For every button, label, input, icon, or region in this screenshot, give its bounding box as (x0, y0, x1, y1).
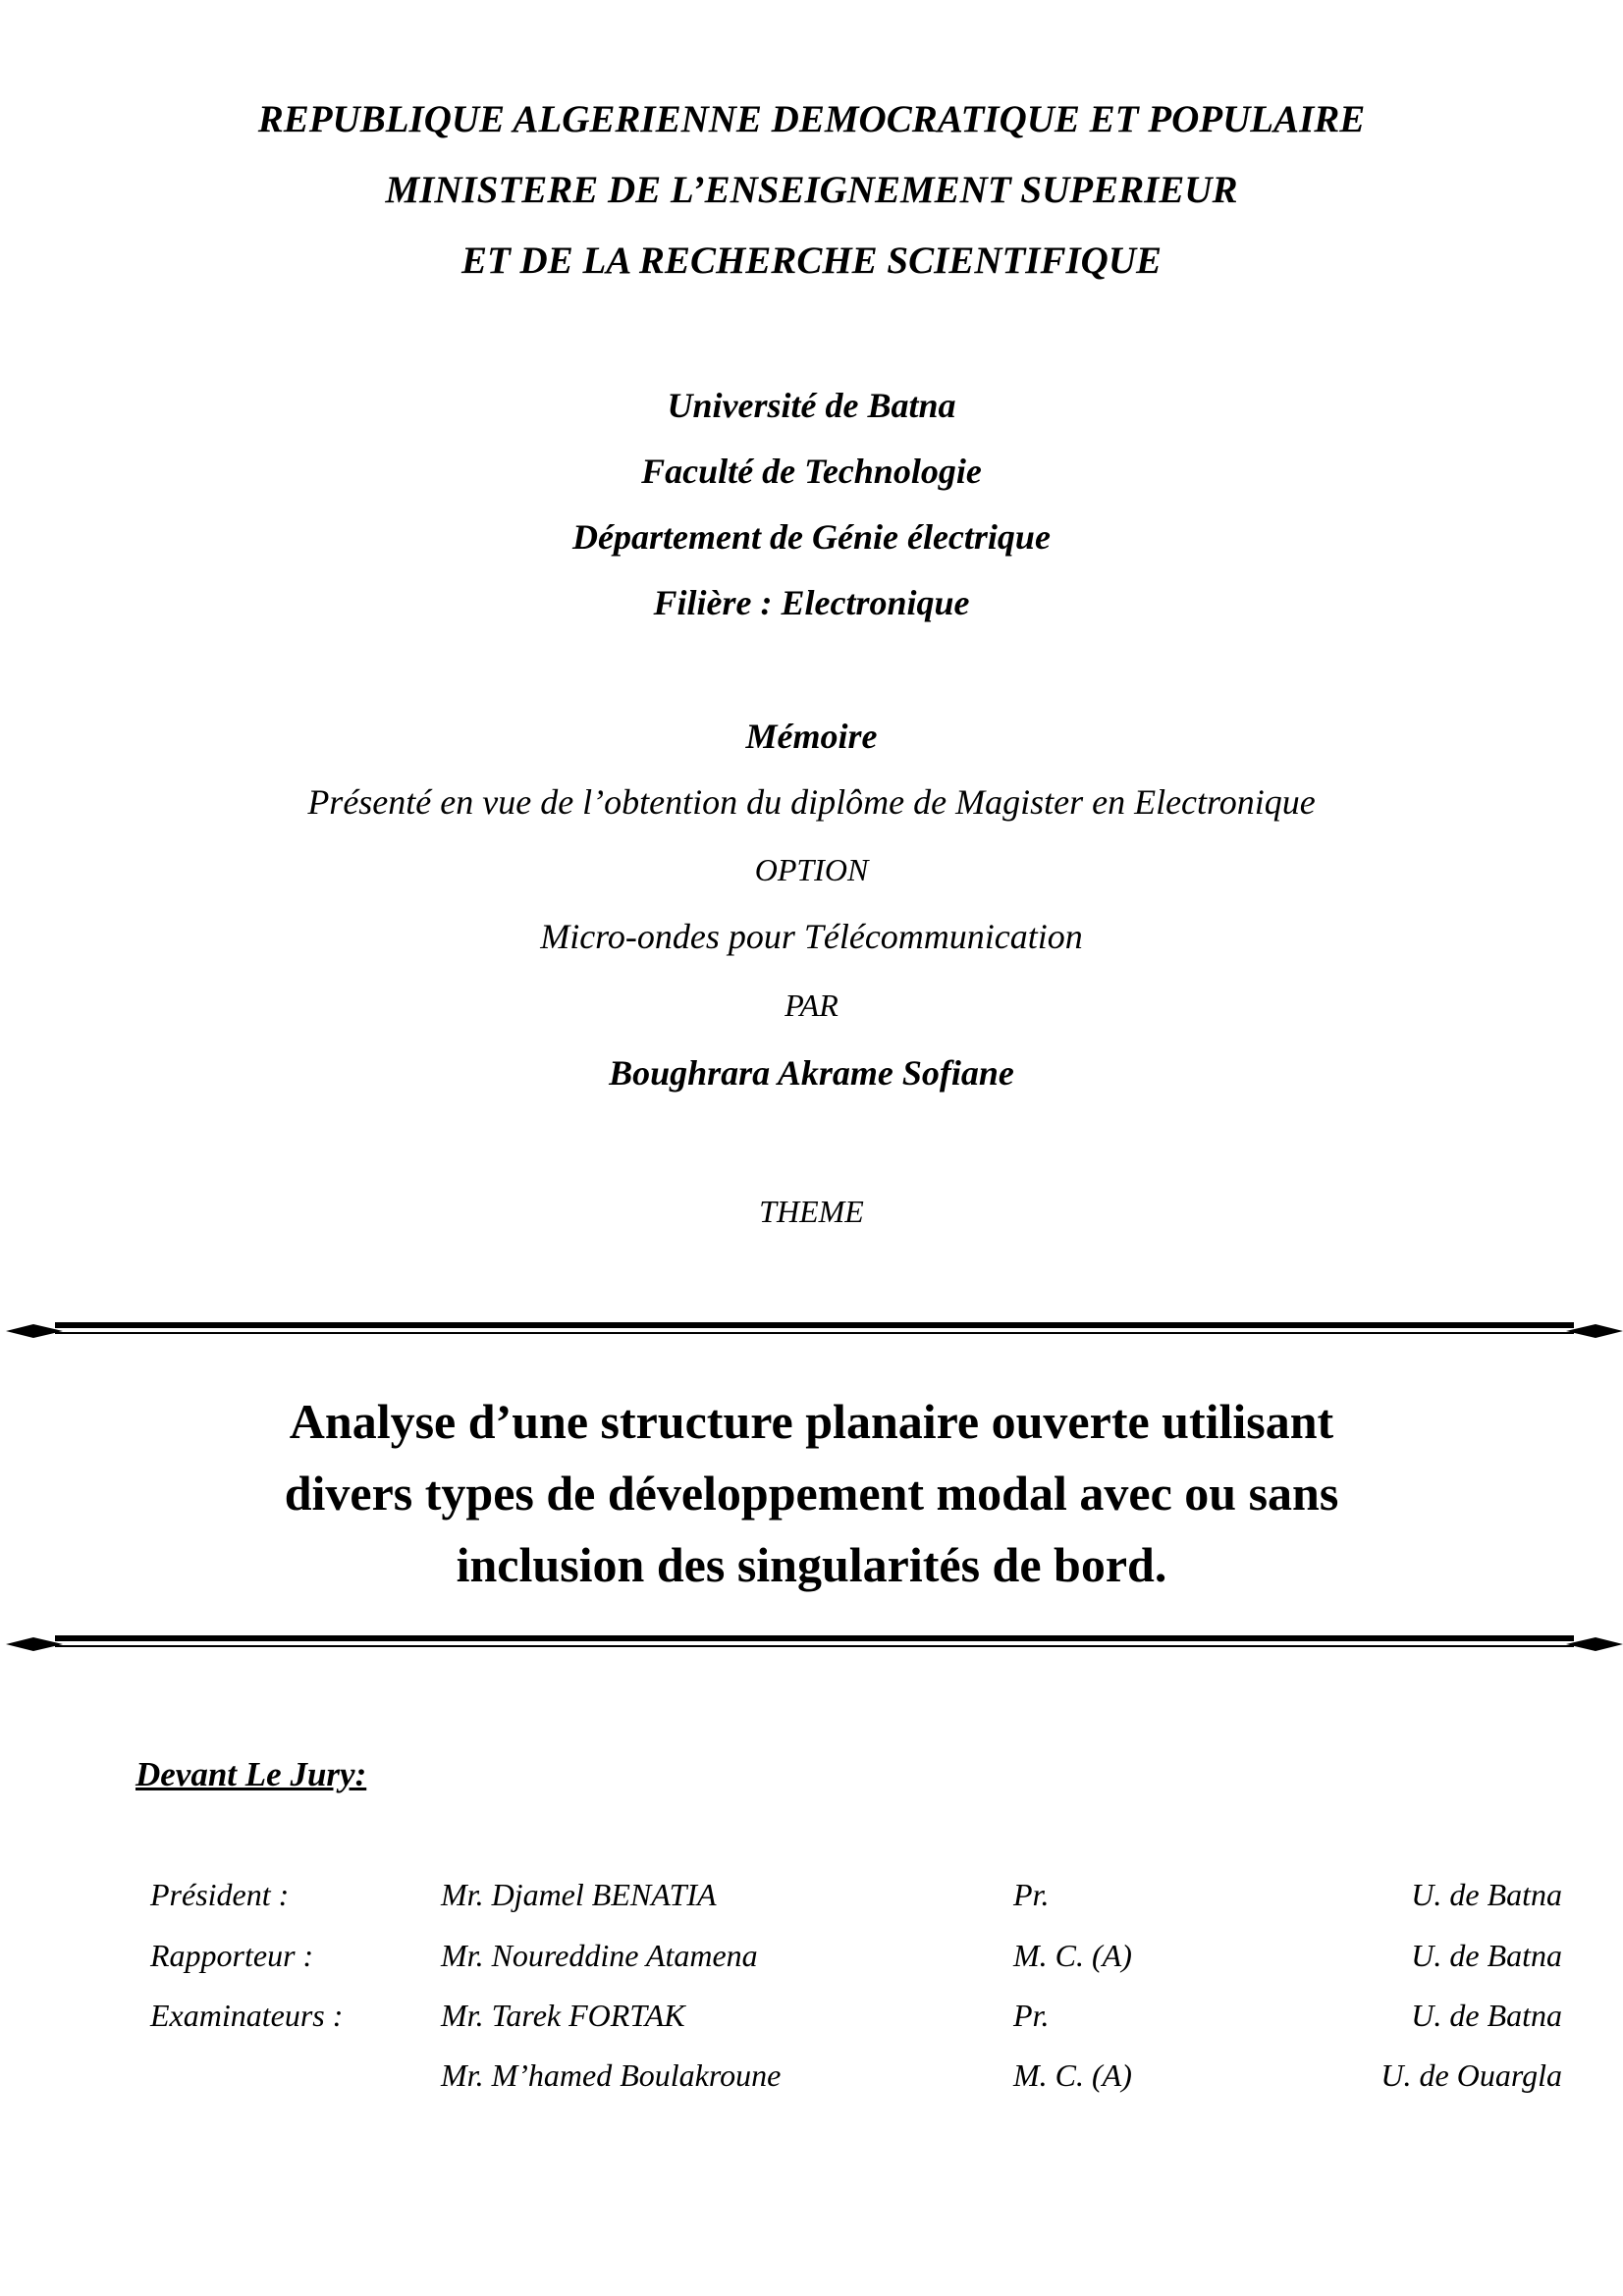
jury-member-name: Mr. Djamel BENATIA (441, 1877, 717, 1912)
option-value: Micro-ondes pour Télécommunication (540, 917, 1083, 956)
header-line-research: ET DE LA RECHERCHE SCIENTIFIQUE (460, 240, 1163, 282)
memoire-label: Mémoire (745, 717, 878, 756)
department-name: Département de Génie électrique (572, 517, 1051, 557)
jury-row (0, 1998, 1623, 2056)
jury-grade: M. C. (A) (1013, 2057, 1132, 2093)
jury-row (0, 1877, 1623, 1936)
bottom-decorative-rule (6, 1629, 1623, 1659)
field-name: Filière : Electronique (653, 583, 970, 622)
author-name: Boughrara Akrame Sofiane (609, 1053, 1014, 1093)
thesis-title-line-2: divers types de développement modal avec ou sans (284, 1466, 1339, 1521)
jury-member-name: Mr. M’hamed Boulakroune (441, 2057, 782, 2093)
jury-grade: Pr. (1013, 1877, 1050, 1912)
header-line-ministry: MINISTERE DE L’ENSEIGNEMENT SUPERIEUR (385, 169, 1238, 211)
jury-row (0, 2057, 1623, 2116)
par-label: PAR (784, 988, 839, 1023)
thesis-title-line-3: inclusion des singularités de bord. (456, 1537, 1167, 1592)
jury-member-name: Mr. Tarek FORTAK (441, 1998, 685, 2033)
university-name: Université de Batna (667, 386, 956, 425)
jury-grade: Pr. (1013, 1998, 1050, 2033)
option-label: OPTION (754, 852, 869, 887)
jury-institution: U. de Batna (1411, 1877, 1562, 1912)
jury-role: Examinateurs : (150, 1998, 344, 2033)
jury-role: Président : (150, 1877, 290, 1912)
jury-heading: Devant Le Jury: (135, 1755, 367, 1793)
top-decorative-rule (6, 1316, 1623, 1346)
jury-institution: U. de Batna (1411, 1938, 1562, 1973)
jury-institution: U. de Ouargla (1380, 2057, 1562, 2093)
faculty-name: Faculté de Technologie (641, 452, 982, 491)
jury-institution: U. de Batna (1411, 1998, 1562, 2033)
jury-row (0, 1938, 1623, 1997)
theme-label: THEME (759, 1194, 864, 1229)
thesis-title-line-1: Analyse d’une structure planaire ouverte utilisant (289, 1394, 1334, 1449)
jury-grade: M. C. (A) (1013, 1938, 1132, 1973)
header-line-republic: REPUBLIQUE ALGERIENNE DEMOCRATIQUE ET POPULAIRE (257, 98, 1366, 140)
memoire-purpose: Présenté en vue de l’obtention du diplôme de Magister en Electronique (307, 782, 1316, 822)
jury-member-name: Mr. Noureddine Atamena (441, 1938, 758, 1973)
jury-role: Rapporteur : (150, 1938, 314, 1973)
